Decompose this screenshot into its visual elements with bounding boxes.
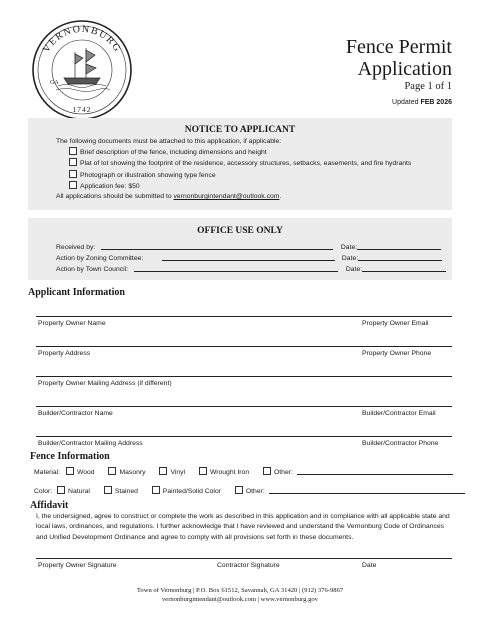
received-by-field[interactable]: [101, 242, 333, 250]
owner-signature-label: Property Owner Signature: [38, 562, 117, 569]
council-date-field[interactable]: [362, 264, 446, 272]
affidavit-text: I, the undersigned, agree to construct or complete the work as described in this application and in compliance with all applicable state and local laws, ordinances, and regulations. I further acknowledge that I have reviewed and understand the Vernonburg Code of Ordinances and Unified Development Ordinance and agree to comply with all provisions set forth in these documents.: [36, 513, 450, 541]
page-indicator: Page 1 of 1: [404, 81, 452, 92]
notice-intro: The following documents must be attached to this application, if applicable:: [56, 138, 282, 145]
updated-prefix: Updated: [392, 99, 419, 106]
color-label: Color:: [34, 488, 53, 495]
office-use-title: OFFICE USE ONLY: [197, 226, 283, 236]
builder-phone-label: Builder/Contractor Phone: [362, 440, 439, 447]
notice-item: Photograph or illustration showing type fence: [69, 170, 452, 181]
color-other-field[interactable]: [269, 486, 465, 494]
material-other-checkbox[interactable]: [263, 467, 271, 475]
notice-title: NOTICE TO APPLICANT: [184, 125, 296, 135]
office-use-box: [28, 218, 452, 280]
property-owner-email-label: Property Owner Email: [362, 320, 429, 327]
seal-state: GA: [50, 80, 59, 86]
material-wrought-iron-checkbox[interactable]: [199, 467, 207, 475]
received-date-field[interactable]: [357, 242, 441, 250]
zoning-action-field[interactable]: [162, 253, 335, 261]
applicant-heading: Applicant Information: [28, 287, 125, 298]
checkbox-icon[interactable]: [69, 147, 77, 155]
contractor-signature-label: Contractor Signature: [217, 562, 280, 569]
seal-town-name: VERNONBURG: [40, 23, 124, 55]
footer-address: Town of Vernonburg | P.O. Box 61512, Savannah, GA 31420 | (912) 376-9867: [136, 587, 344, 594]
fence-heading: Fence Information: [30, 451, 110, 462]
footer: [0, 587, 480, 604]
affidavit-heading: Affidavit: [30, 500, 69, 511]
checkbox-icon[interactable]: [69, 170, 77, 178]
notice-item: Brief description of the fence, including dimensions and height: [69, 147, 452, 158]
office-row-received: Received by: Date:: [56, 242, 441, 253]
color-other-checkbox[interactable]: [235, 486, 243, 494]
property-address-label: Property Address: [38, 350, 91, 357]
signature-line[interactable]: [36, 558, 452, 559]
checkbox-icon[interactable]: [69, 158, 77, 166]
form-title-line2: Application: [357, 58, 452, 80]
updated-date: FEB 2026: [420, 99, 452, 106]
material-masonry-checkbox[interactable]: [108, 467, 116, 475]
form-title-block: [346, 36, 452, 92]
color-row: Color: Natural Stained Painted/Solid Color Other:: [34, 486, 465, 495]
material-label: Material:: [34, 469, 61, 476]
updated-label: [392, 99, 452, 106]
notice-box: [28, 118, 452, 210]
material-other-field[interactable]: [297, 467, 453, 475]
notice-submit-line: All applications should be submitted to vernonburgintendant@outlook.com.: [56, 193, 282, 201]
checkbox-icon[interactable]: [69, 181, 77, 189]
office-row-zoning: Action by Zoning Committee: Date:: [56, 253, 442, 264]
material-row: Material: Wood Masonry Vinyl Wrought Iron Other:: [34, 467, 453, 476]
notice-item: Application fee: $50: [69, 181, 452, 192]
color-natural-checkbox[interactable]: [57, 486, 65, 494]
mailing-address-line[interactable]: [36, 376, 452, 377]
builder-mailing-label: Builder/Contractor Mailing Address: [38, 440, 143, 447]
notice-email-link[interactable]: vernonburgintendant@outlook.com: [173, 193, 280, 201]
property-owner-name-line[interactable]: [36, 316, 452, 317]
mailing-address-label: Property Owner Mailing Address (if different): [38, 380, 172, 387]
seal-year: 1742: [72, 105, 92, 114]
material-wood-checkbox[interactable]: [66, 467, 74, 475]
color-stained-checkbox[interactable]: [104, 486, 112, 494]
builder-name-label: Builder/Contractor Name: [38, 410, 113, 417]
property-address-line[interactable]: [36, 346, 452, 347]
council-action-field[interactable]: [134, 264, 338, 272]
notice-item: Plat of lot showing the footprint of the residence, accessory structures, setbacks, easements, and fire hydrants: [69, 158, 452, 169]
signature-date-label: Date: [362, 562, 377, 569]
town-seal-logo: [30, 18, 134, 122]
color-painted-checkbox[interactable]: [152, 486, 160, 494]
builder-name-line[interactable]: [36, 406, 452, 407]
builder-mailing-line[interactable]: [36, 436, 452, 437]
zoning-date-field[interactable]: [358, 253, 442, 261]
property-owner-phone-label: Property Owner Phone: [362, 350, 432, 357]
office-row-council: Action by Town Council: Date:: [56, 264, 446, 275]
footer-contact: vernonburgintendant@outlook.com | www.vernonburg.gov: [162, 595, 318, 603]
property-owner-name-label: Property Owner Name: [38, 320, 106, 327]
material-vinyl-checkbox[interactable]: [159, 467, 167, 475]
form-title-line1: Fence Permit: [345, 36, 452, 58]
svg-text:VERNONBURG: [41, 24, 123, 55]
builder-email-label: Builder/Contractor Email: [362, 410, 436, 417]
